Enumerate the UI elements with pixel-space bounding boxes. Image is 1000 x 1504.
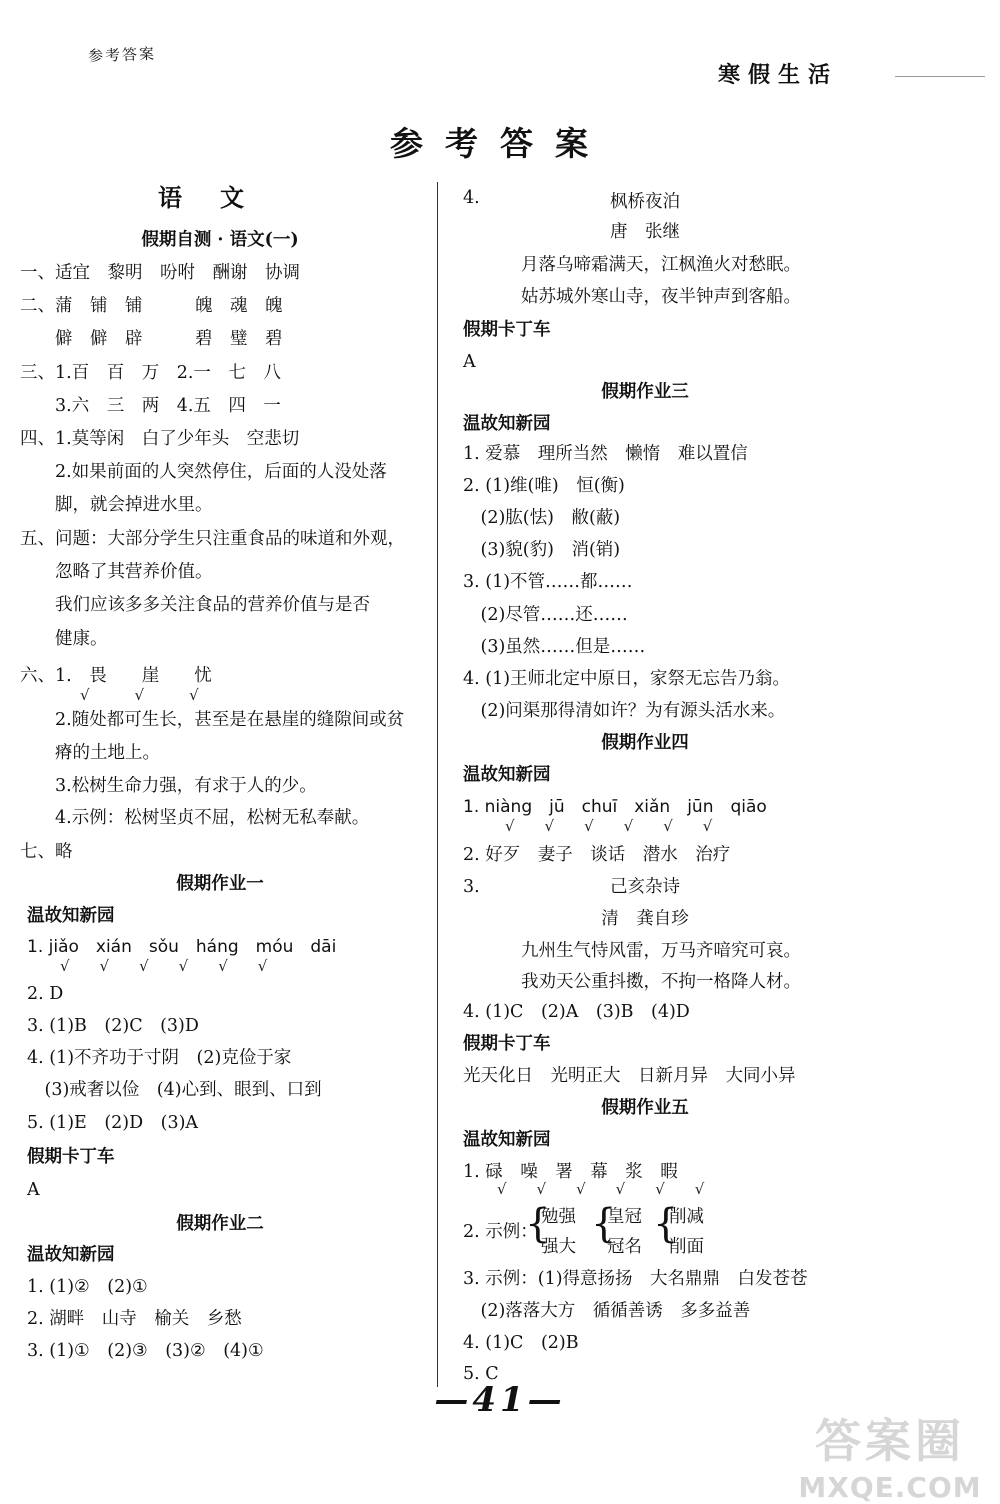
answer-line: (2)肱(怯) 敝(蔽) — [463, 508, 621, 528]
answer-line: 3.六 三 两 4.五 四 一 — [20, 396, 281, 416]
section-title: 假期作业一 — [176, 874, 264, 894]
answer-line: 2. 湖畔 山寺 榆关 乡愁 — [27, 1309, 242, 1329]
header-right-label: 寒假生活 — [718, 62, 839, 88]
answer-line: 4. (1)不齐功于寸阴 (2)克俭于家 — [27, 1048, 292, 1068]
subsection-title: 假期卡丁车 — [463, 320, 551, 340]
page-number: —41— — [434, 1380, 566, 1420]
example-word: 削面 — [669, 1237, 704, 1257]
answer-line: 2. 好歹 妻子 谈话 潜水 治疗 — [463, 845, 731, 865]
column-divider — [437, 182, 438, 1387]
poem-line: 姑苏城外寒山寺，夜半钟声到客船。 — [521, 287, 801, 307]
answer-line: (2)尽管……还…… — [463, 605, 628, 625]
poem-line: 九州生气恃风雷，万马齐喑究可哀。 — [521, 941, 801, 961]
answer-line: 2. 示例： — [463, 1222, 538, 1242]
answer-line: 2. D — [27, 984, 64, 1004]
answer-line: (3)虽然……但是…… — [463, 637, 646, 657]
check-marks: √ √ √ — [80, 686, 199, 704]
answer-line: 瘠的土地上。 — [20, 743, 160, 763]
poem-author: 唐 张继 — [610, 222, 680, 242]
answer-line: 五、问题：大部分学生只注重食品的味道和外观， — [20, 529, 405, 549]
answer-line: 4. — [463, 188, 480, 208]
section-title: 假期自测 · 语文(一) — [141, 230, 299, 250]
answer-line: A — [27, 1180, 40, 1200]
answer-line: 1. 碌 噪 署 幕 浆 暇 — [463, 1162, 678, 1182]
answer-line: A — [463, 352, 476, 372]
subsection-title: 温故知新园 — [463, 765, 551, 785]
subsection-title: 温故知新园 — [27, 906, 115, 926]
answer-line: (2)问渠那得清如许？为有源头活水来。 — [463, 701, 786, 721]
answer-line: 2.随处都可生长，甚至是在悬崖的缝隙间或贫 — [20, 710, 405, 730]
answer-line: 2.如果前面的人突然停住，后面的人没处落 — [20, 462, 387, 482]
header-rule — [895, 76, 985, 77]
answer-line: 3. 示例：(1)得意扬扬 大名鼎鼎 白发苍苍 — [463, 1269, 808, 1289]
brace-icon: { — [653, 1201, 679, 1247]
subsection-title: 假期卡丁车 — [27, 1147, 115, 1167]
answer-line: 1. (1)② (2)① — [27, 1277, 148, 1297]
answer-line: (2)落落大方 循循善诱 多多益善 — [463, 1301, 751, 1321]
watermark-url: MXQE.COM — [798, 1471, 982, 1504]
brace-icon: { — [591, 1201, 617, 1247]
watermark-logo-text: 答案圈 — [815, 1414, 965, 1468]
section-title: 假期作业二 — [176, 1214, 264, 1234]
answer-line: 4. (1)C (2)B — [463, 1333, 579, 1353]
poem-author: 清 龚自珍 — [601, 909, 689, 929]
answer-line: 一、适宜 黎明 吩咐 酬谢 协调 — [20, 263, 300, 283]
section-title: 假期作业五 — [601, 1098, 689, 1118]
example-word: 强大 — [541, 1237, 576, 1257]
section-title: 假期作业三 — [601, 382, 689, 402]
answer-line: 四、1.莫等闲 白了少年头 空悲切 — [20, 429, 300, 449]
answer-line: 4.示例：松树坚贞不屈，松树无私奉献。 — [20, 808, 370, 828]
answer-line: 3. — [463, 877, 480, 897]
answer-line: 3. (1)① (2)③ (3)② (4)① — [27, 1341, 264, 1361]
poem-line: 我劝天公重抖擞，不拘一格降人材。 — [521, 972, 801, 992]
answer-line: 3.松树生命力强，有求于人的少。 — [20, 776, 317, 796]
subsection-title: 温故知新园 — [463, 1130, 551, 1150]
answer-line: 七、略 — [20, 842, 73, 862]
example-word: 削减 — [669, 1207, 704, 1227]
check-marks: √ √ √ √ √ √ — [497, 1180, 705, 1198]
answer-line: 4. (1)王师北定中原日，家祭无忘告乃翁。 — [463, 669, 791, 689]
poem-line: 月落乌啼霜满天，江枫渔火对愁眠。 — [521, 255, 801, 275]
answer-line: 六、1. 畏 崖 忧 — [20, 666, 212, 686]
subject-heading: 语文 — [158, 183, 282, 212]
answer-line: (3)戒奢以俭 (4)心到、眼到、口到 — [27, 1080, 322, 1100]
answer-line: 5. (1)E (2)D (3)A — [27, 1113, 199, 1133]
header-left-label: 参考答案 — [87, 44, 157, 66]
answer-line: 1. jiǎo xián sǒu háng móu dāi — [27, 937, 337, 957]
subsection-title: 温故知新园 — [463, 414, 551, 434]
answer-line: 二、蒲 铺 铺 魄 魂 魄 — [20, 296, 283, 316]
watermark — [790, 1405, 990, 1504]
check-marks: √ √ √ √ √ √ — [505, 817, 713, 835]
answer-line: 1. 爱慕 理所当然 懒惰 难以置信 — [463, 444, 748, 464]
subsection-title: 温故知新园 — [27, 1245, 115, 1265]
poem-title: 枫桥夜泊 — [610, 192, 680, 212]
brace-icon: { — [525, 1201, 551, 1247]
answer-line: 4. (1)C (2)A (3)B (4)D — [463, 1002, 690, 1022]
answer-line: 3. (1)B (2)C (3)D — [27, 1016, 199, 1036]
answer-line: 我们应该多多关注食品的营养价值与是否 — [20, 595, 370, 615]
section-title: 假期作业四 — [601, 733, 689, 753]
answer-line: 1. niàng jū chuī xiǎn jūn qiāo — [463, 797, 767, 817]
example-word: 冠名 — [607, 1237, 642, 1257]
check-marks: √ √ √ √ √ √ — [60, 957, 268, 975]
answer-line: 僻 僻 辟 碧 璧 碧 — [20, 329, 283, 349]
answer-line: 忽略了其营养价值。 — [20, 562, 213, 582]
example-word: 皇冠 — [607, 1207, 642, 1227]
answer-line: 3. (1)不管……都…… — [463, 572, 633, 592]
answer-line: 脚，就会掉进水里。 — [20, 495, 213, 515]
answer-line: (3)貌(豹) 消(销) — [463, 540, 621, 560]
answer-line: 健康。 — [20, 629, 108, 649]
subsection-title: 假期卡丁车 — [463, 1034, 551, 1054]
example-word: 勉强 — [541, 1207, 576, 1227]
answer-line: 5. C — [463, 1364, 499, 1384]
page-title: 参考答案 — [390, 124, 610, 163]
answer-line: 2. (1)维(唯) 恒(衡) — [463, 476, 625, 496]
poem-title: 己亥杂诗 — [610, 877, 680, 897]
answer-line: 光天化日 光明正大 日新月异 大同小异 — [463, 1066, 796, 1086]
answer-line: 三、1.百 百 万 2.一 七 八 — [20, 363, 281, 383]
